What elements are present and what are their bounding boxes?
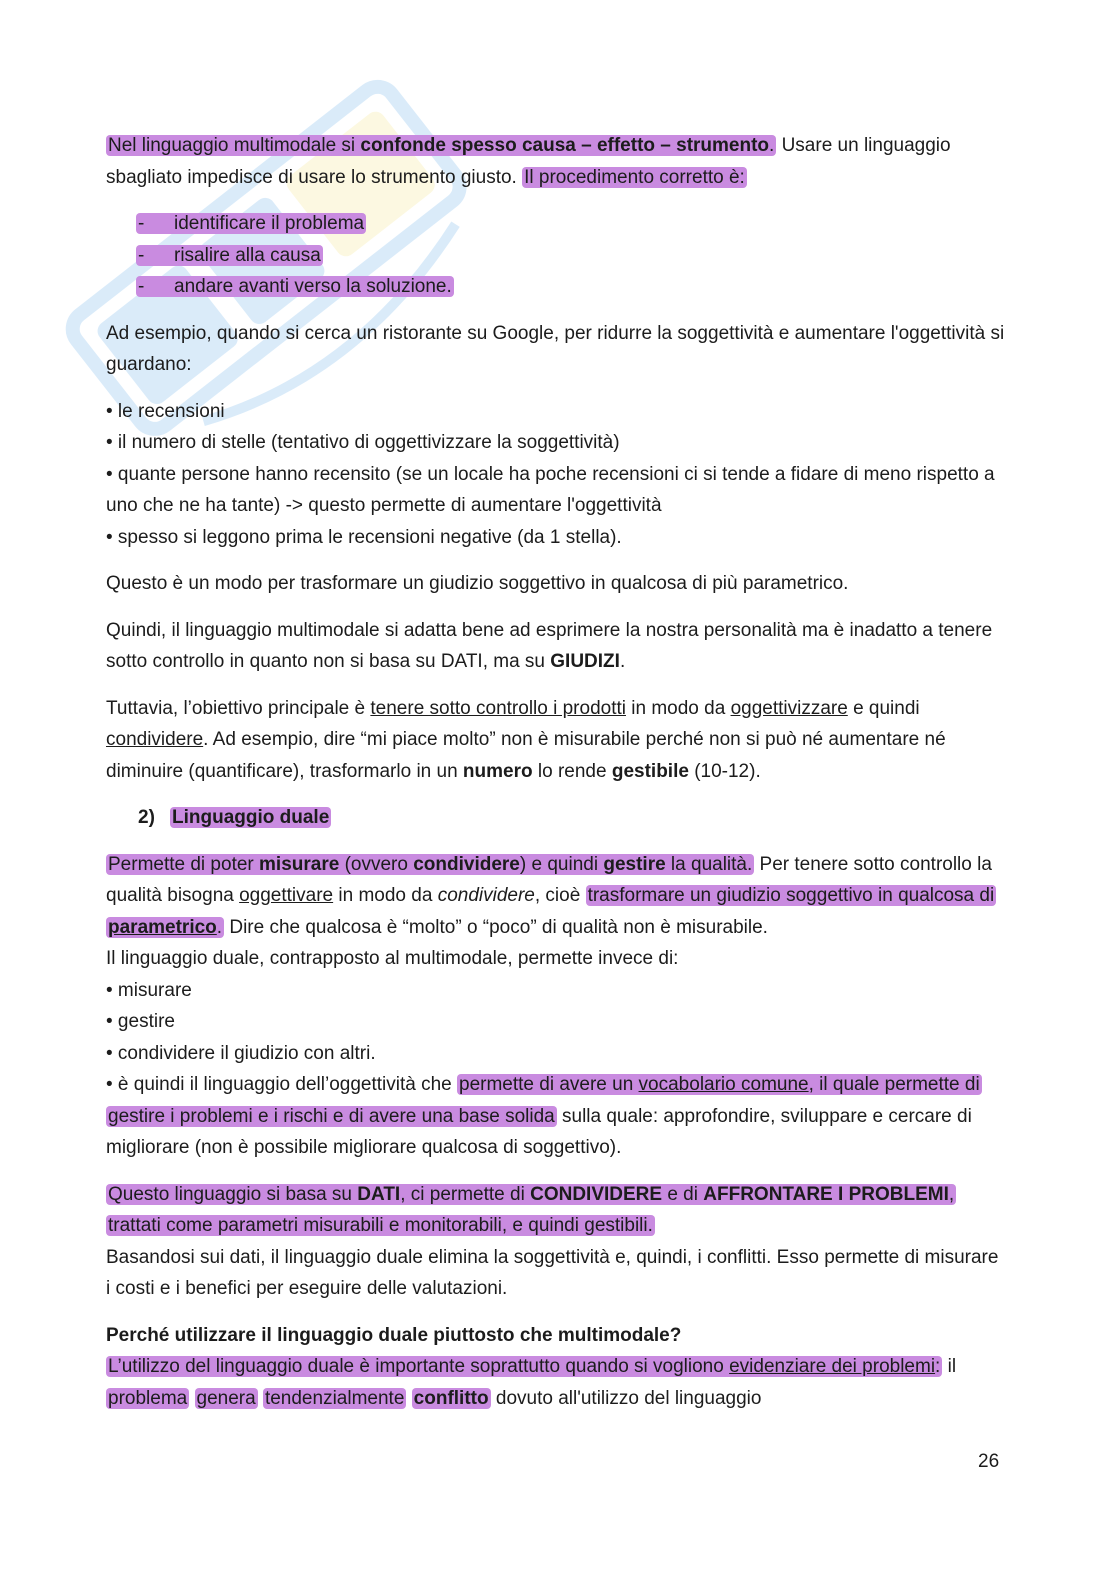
highlight [136, 245, 323, 266]
page-number: 26 [978, 1451, 1000, 1472]
list-item-text: identificare il problema [174, 213, 365, 234]
text-span: L’utilizzo del linguaggio duale è importante soprattutto quando si vogliono [108, 1356, 730, 1377]
text-span: in modo da [333, 885, 438, 906]
text-span: Basandosi sui dati, il linguaggio duale elimina la soggettività e, quindi, i conflitti. Esso permette di misurare i costi e i benefici per eseguire delle valutazioni. [106, 1246, 999, 1299]
bullet-item: • misurare [106, 979, 192, 1001]
text-span: Nel linguaggio multimodale si [108, 135, 361, 156]
list-item-text: risalire alla causa [174, 244, 321, 266]
underlined-text: condividere [106, 729, 204, 750]
underlined-text: oggettivizzare [730, 697, 848, 719]
highlight [106, 1184, 956, 1237]
document-body [106, 130, 1006, 1414]
highlight [106, 135, 776, 156]
text-span: Questo linguaggio si basa su [108, 1183, 358, 1205]
bold-text: DATI [357, 1183, 401, 1205]
dash-marker: - [138, 244, 145, 266]
dash-list [136, 208, 1006, 303]
bold-underlined-text: parametrico [108, 916, 217, 938]
paragraph-why-dual [106, 1351, 1006, 1414]
question-heading: Perché utilizzare il linguaggio duale piuttosto che multimodale? [106, 1324, 682, 1346]
underlined-text: evidenziare dei problemi [729, 1356, 936, 1377]
text-span: Usare un linguaggio sbagliato impedisce di usare lo strumento giusto. [106, 135, 951, 188]
bold-text: confonde spesso causa – effetto – strumento [360, 135, 770, 156]
text-span: Tuttavia, l’obiettivo principale è [106, 697, 371, 719]
dash-marker: - [138, 213, 145, 234]
paragraph-intro [106, 130, 1006, 193]
text-span: . Ad esempio, dire “mi piace molto” non è misurabile perché non si può né aumentare né diminuire (quantificare), trasformarlo in un [106, 729, 946, 782]
text-span: , ci permette di [400, 1183, 531, 1205]
text-span: . [769, 135, 775, 156]
text-span: e di [662, 1183, 704, 1205]
bullet-list-reviews [106, 396, 1006, 554]
highlight: genera [196, 1387, 256, 1409]
bold-text: condividere [413, 853, 520, 875]
text-span: , il quale permette di gestire i problemi e i rischi e di avere una base solida [108, 1074, 980, 1127]
text-span [189, 1388, 194, 1409]
text-span: (10-12). [688, 760, 761, 782]
bullet-item: • le recensioni [106, 400, 225, 422]
text-span: , trattati come parametri misurabili e monitorabili, e quindi gestibili. [108, 1183, 955, 1236]
italic-text: condividere [437, 885, 535, 906]
paragraph-dual-definition [106, 849, 1006, 944]
bullet-item: • quante persone hanno recensito (se un locale ha poche recensioni ci si tende a fidare di meno rispetto a uno che ne ha tante) -> questo permette di aumentare l'oggettività [106, 463, 995, 516]
text-span: sulla quale: approfondire, sviluppare e cercare di migliorare (non è possibile migliorare qualcosa di soggettivo). [106, 1105, 972, 1158]
bold-text: gestire [603, 853, 666, 875]
text-span: Dire che qualcosa è “molto” o “poco” di qualità non è misurabile. [224, 916, 768, 938]
text-span: permette di avere un [459, 1074, 639, 1095]
bold-text: AFFRONTARE I PROBLEMI [703, 1183, 949, 1205]
bullet-item: • il numero di stelle (tentativo di oggettivizzare la soggettività) [106, 432, 620, 453]
paragraph-transform: Questo è un modo per trasformare un giudizio soggettivo in qualcosa di più parametrico. [106, 573, 849, 594]
highlight: problema [108, 1387, 188, 1409]
text-span: Per tenere sotto controllo la qualità bisogna [106, 853, 992, 906]
highlight: tendenzialmente [264, 1387, 405, 1409]
bullet-item: • spesso si leggono prima le recensioni negative (da 1 stella). [106, 526, 622, 548]
list-item [136, 240, 1006, 272]
section-heading [138, 802, 1006, 834]
bold-text: GIUDIZI [550, 651, 620, 672]
paragraph-multimodal [106, 615, 1006, 678]
text-span: • è quindi il linguaggio dell’oggettività che [106, 1074, 457, 1095]
text-span: la qualità. [665, 853, 753, 875]
text-span [406, 1388, 411, 1409]
text-span: (ovvero [339, 853, 414, 875]
section-number: 2) [138, 807, 155, 828]
bold-text: CONDIVIDERE [530, 1183, 663, 1205]
paragraph-dual-contrast: Il linguaggio duale, contrapposto al multimodale, permette invece di: [106, 948, 679, 969]
paragraph-example: Ad esempio, quando si cerca un ristorante su Google, per ridurre la soggettività e aumentare l'oggettività si guardano: [106, 322, 1005, 375]
text-span: Quindi, il linguaggio multimodale si adatta bene ad esprimere la nostra personalità ma è inadatto a tenere sotto controllo in quanto non si basa su DATI, ma su [106, 619, 993, 672]
bullet-item [106, 1069, 1006, 1164]
text-span: dovuto all'utilizzo del linguaggio [490, 1387, 762, 1409]
list-item [136, 208, 1006, 240]
paragraph-objective [106, 693, 1006, 788]
text-span: . [216, 916, 223, 938]
text-span: : [935, 1356, 941, 1377]
text-span: ) e quindi [519, 853, 604, 875]
section-title: Linguaggio duale [172, 807, 330, 828]
bullet-item: • condividere il giudizio con altri. [106, 1042, 376, 1064]
list-item-text: andare avanti verso la soluzione. [174, 276, 452, 297]
list-item [136, 271, 1006, 303]
bold-text: numero [462, 760, 533, 782]
text-span: Permette di poter [108, 853, 260, 875]
paragraph-data-based [106, 1179, 1006, 1305]
text-span: trasformare un giudizio soggettivo in qualcosa di [587, 885, 995, 906]
dash-marker: - [138, 276, 145, 297]
underlined-text: tenere sotto controllo i prodotti [370, 697, 626, 719]
text-span: il [942, 1356, 957, 1377]
bold-text: misurare [259, 853, 340, 875]
text-span: lo rende [532, 760, 612, 782]
text-span: , cioè [534, 885, 586, 906]
text-span: e quindi [847, 697, 920, 719]
bullet-list-dual [106, 975, 1006, 1164]
underlined-text: oggettivare [239, 885, 334, 906]
underlined-text: vocabolario comune [638, 1074, 809, 1095]
highlight: conflitto [413, 1387, 489, 1409]
highlight [106, 1356, 942, 1377]
highlight [106, 854, 754, 875]
text-span: in modo da [625, 697, 731, 719]
highlight [136, 213, 366, 234]
bold-text: gestibile [611, 760, 689, 782]
bullet-item: • gestire [106, 1011, 175, 1032]
highlight [136, 276, 454, 297]
text-span: . [619, 651, 626, 672]
highlight: Il procedimento corretto è: [524, 166, 745, 188]
